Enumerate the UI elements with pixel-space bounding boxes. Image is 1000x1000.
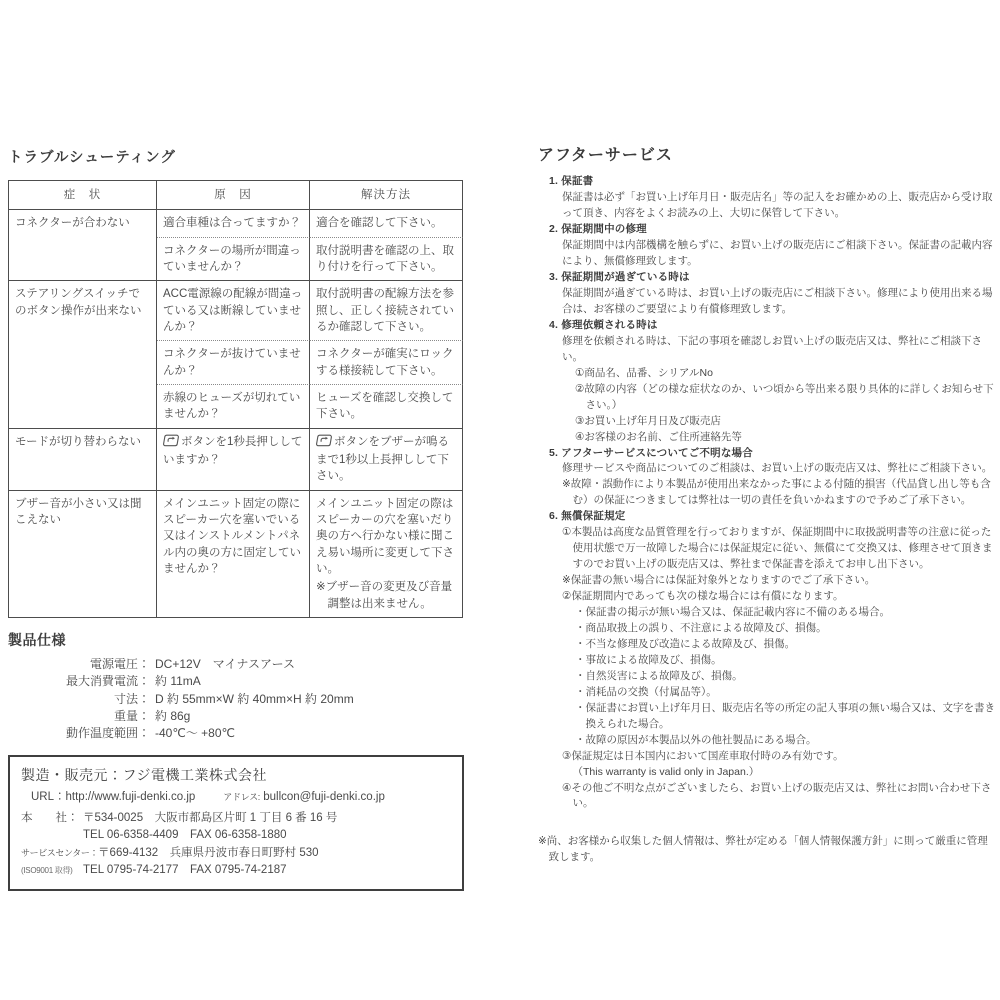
english-warranty-note: （This warranty is valid only in Japan.） <box>572 765 760 778</box>
manufacturer-title: 製造・販売元：フジ電機工業株式会社 <box>21 766 267 783</box>
cause-cell: コネクターの場所が間違っていませんか？ <box>157 238 310 282</box>
numbered-item: ②保証期間内であっても次の様な場合には有償になります。 <box>562 590 844 603</box>
manufacturer-box <box>8 755 464 891</box>
mode-return-button-icon <box>163 434 179 452</box>
spec-label: 最大消費電流： <box>65 674 150 689</box>
left-column <box>8 146 464 891</box>
cause-cell: 赤線のヒューズが切れていませんか？ <box>157 385 310 429</box>
spec-label: 重量： <box>113 709 150 724</box>
section-free-warranty-terms <box>549 509 998 812</box>
spec-row <box>8 691 464 708</box>
numbered-item: ④お客様のお名前、ご住所連絡先等 <box>575 430 742 443</box>
section-note: ※保証書の無い場合には保証対象外となりますのでご了承下さい。 <box>562 574 876 587</box>
section-heading: 4. 修理依頼される時は <box>549 318 658 331</box>
troubleshooting-table <box>8 180 463 618</box>
solution-cell: 取付説明書の配線方法を参照し、正しく接続されているか確認して下さい。 <box>310 281 463 341</box>
service-center-line <box>21 845 451 862</box>
cause-text: ボタンを1秒長押ししていますか？ <box>163 435 303 466</box>
list-item: ・事故による故障及び、損傷。 <box>575 653 722 666</box>
section-heading: 2. 保証期間中の修理 <box>549 223 647 236</box>
url-label: URL： <box>31 790 66 803</box>
list-item: ・保証書の掲示が無い場合又は、保証記載内容に不備のある場合。 <box>575 606 890 619</box>
list-item: ・商品取扱上の誤り、不注意による故障及び、損傷。 <box>575 622 827 634</box>
spec-value: D 約 55mm×W 約 40mm×H 約 20mm <box>155 691 354 706</box>
spec-value: -40℃～ +80℃ <box>155 726 235 741</box>
service-center-address: 〒669-4132 兵庫県丹波市春日町野村 530 <box>98 846 319 859</box>
section-warranty-card <box>549 174 998 222</box>
paid-cases-list <box>562 605 998 749</box>
spec-row <box>8 656 464 673</box>
section-paragraph: 修理サービスや商品についてのご相談は、お買い上げの販売店又は、弊社にご相談下さい。 <box>562 462 993 475</box>
list-item: ・保証書にお買い上げ年月日、販売店名等の所定の記入事項の無い場合又は、文字を書き換えられた場合。 <box>575 701 995 730</box>
spec-row <box>8 673 464 690</box>
column-header-solution: 解決方法 <box>310 181 463 210</box>
solution-cell: 取付説明書を確認の上、取り付けを行って下さい。 <box>310 238 463 282</box>
cause-cell <box>157 429 310 491</box>
company-email: bullcon@fuji-denki.co.jp <box>263 790 385 803</box>
email-label: アドレス: <box>223 791 261 802</box>
column-header-symptom: 症 状 <box>9 181 157 210</box>
section-repair-request <box>549 318 998 446</box>
solution-cell: ヒューズを確認し交換して下さい。 <box>310 385 463 429</box>
cause-cell: 適合車種は合ってますか？ <box>157 210 310 237</box>
section-repair-in-warranty <box>549 222 998 270</box>
spec-label: 動作温度範囲： <box>65 726 150 741</box>
table-row <box>9 281 463 341</box>
service-center-tel-line <box>21 862 451 879</box>
cause-cell: ACC電源線の配線が間違っている又は断線していませんか？ <box>157 281 310 341</box>
numbered-item: ①本製品は高度な品質管理を行っておりますが、保証期間中に取扱説明書等の注意に従った使用状態で万一故障した場合には保証規定に従い、無償にて交換又は、修理させて頂きますのでお買い上げの販売店又は、弊社まで保証書を添えてお申し出下さい。 <box>562 526 993 571</box>
service-center-label: サービスセンター： <box>21 847 99 858</box>
mode-return-button-icon <box>316 434 332 452</box>
section-heading: 6. 無償保証規定 <box>549 510 626 523</box>
numbered-item: ②故障の内容（どの様な症状なのか、いつ頃から等出来る限り具体的に詳しくお知らせ下さい。） <box>575 382 994 411</box>
list-item: ・不当な修理及び改造による故障及び、損傷。 <box>575 637 796 650</box>
symptom-cell: ブザー音が小さい又は聞こえない <box>9 491 157 618</box>
spec-label: 電源電圧： <box>89 656 150 671</box>
cause-cell: メインユニット固定の際にスピーカー穴を塞いでいる又はインストルメントパネル内の奥の方に固定していませんか？ <box>157 491 310 618</box>
product-specs-section <box>8 630 464 743</box>
table-row <box>9 429 463 491</box>
symptom-cell: ステアリングスイッチでのボタン操作が出来ない <box>9 281 157 428</box>
list-item: ・消耗品の交換（付属品等）。 <box>575 685 717 698</box>
numbered-item: ③保証規定は日本国内において国産車取付時のみ有効です。 <box>562 749 844 762</box>
symptom-cell: モードが切り替わらない <box>9 429 157 491</box>
section-paragraph: 修理を依頼される時は、下記の事項を確認しお買い上げの販売店又は、弊社にご相談下さい。 <box>562 334 982 363</box>
table-row <box>9 491 463 618</box>
spec-row <box>8 725 464 742</box>
url-email-line <box>21 789 451 806</box>
numbered-items <box>562 366 998 446</box>
list-item: ・故障の原因が本製品以外の他社製品にある場合。 <box>575 733 817 746</box>
specs-title: 製品仕様 <box>8 631 66 648</box>
section-warranty-expired <box>549 270 998 318</box>
after-service-title: アフターサービス <box>538 147 673 164</box>
service-center-tel: TEL 0795-74-2177 FAX 0795-74-2187 <box>83 863 287 876</box>
after-service-column <box>538 144 998 877</box>
numbered-item: ③お買い上げ年月日及び販売店 <box>575 414 721 427</box>
troubleshooting-title: トラブルシューティング <box>8 150 176 166</box>
head-office-tel: TEL 06-6358-4409 FAX 06-6358-1880 <box>83 829 287 842</box>
head-office-line <box>21 810 451 827</box>
cause-cell: コネクターが抜けていませんか？ <box>157 341 310 385</box>
section-heading: 3. 保証期間が過ぎている時は <box>549 271 690 284</box>
spec-value: 約 86g <box>155 709 191 724</box>
solution-text: メインユニット固定の際はスピーカーの穴を塞いだり奥の方へ行かない様に聞こえ易い場所に変更して下さい。 <box>316 497 454 575</box>
after-service-sections <box>538 174 998 812</box>
section-paragraph: 保証期間が過ぎている時は、お買い上げの販売店にご相談下さい。修理により使用出来る場合は、お客様のご要望により有償修理致します。 <box>562 286 993 315</box>
spec-value: 約 11mA <box>155 674 201 689</box>
numbered-item: ①商品名、品番、シリアルNo <box>575 366 713 379</box>
solution-note: ※ブザー音の変更及び音量調整は出来ません。 <box>316 581 453 610</box>
section-after-service-questions <box>549 446 998 510</box>
solution-cell <box>310 429 463 491</box>
table-header-row <box>9 181 463 210</box>
section-paragraph: 保証書は必ず「お買い上げ年月日・販売店名」等の記入をお確かめの上、販売店から受け取って頂き、内容をよくお読みの上、大切に保管して下さい。 <box>562 191 993 220</box>
column-header-cause: 原 因 <box>157 181 310 210</box>
list-item: ・自然災害による故障及び、損傷。 <box>575 669 743 682</box>
solution-cell: コネクターが確実にロックする様接続して下さい。 <box>310 341 463 385</box>
symptom-cell: コネクターが合わない <box>9 210 157 281</box>
numbered-item: ④その他ご不明な点がございましたら、お買い上げの販売店又は、弊社にお問い合わせ下さい。 <box>562 781 992 810</box>
solution-text: ボタンをブザーが鳴るまで1秒以上長押しして下さい。 <box>316 435 449 483</box>
spec-value: DC+12V マイナスアース <box>155 656 296 671</box>
section-heading: 5. アフターサービスについてご不明な場合 <box>549 446 753 459</box>
spec-label: 寸法： <box>113 691 150 706</box>
spec-row <box>8 708 464 725</box>
section-note: ※故障・誤動作により本製品が使用出来なかった事による付随的損害（代品貸し出し等も含む）の保証につきましては弊社は一切の責任を負いかねますので予めご了承下さい。 <box>562 478 991 507</box>
company-url: http://www.fuji-denki.co.jp <box>65 790 196 803</box>
solution-cell <box>310 491 463 618</box>
privacy-note: ※尚、お客様から収集した個人情報は、弊社が定める「個人情報保護方針」に則って厳重に管理致します。 <box>538 835 988 864</box>
table-row <box>9 210 463 237</box>
section-paragraph: 保証期間中は内部機構を触らずに、お買い上げの販売店にご相談下さい。保証書の記載内容により、無償修理致します。 <box>562 239 993 268</box>
solution-cell: 適合を確認して下さい。 <box>310 210 463 237</box>
section-heading: 1. 保証書 <box>549 175 594 188</box>
head-office-label: 本 社： <box>21 812 79 825</box>
iso-badge: (ISO9001 取得) <box>21 865 73 875</box>
head-office-address: 〒534-0025 大阪市都島区片町 1 丁目 6 番 16 号 <box>83 812 338 825</box>
